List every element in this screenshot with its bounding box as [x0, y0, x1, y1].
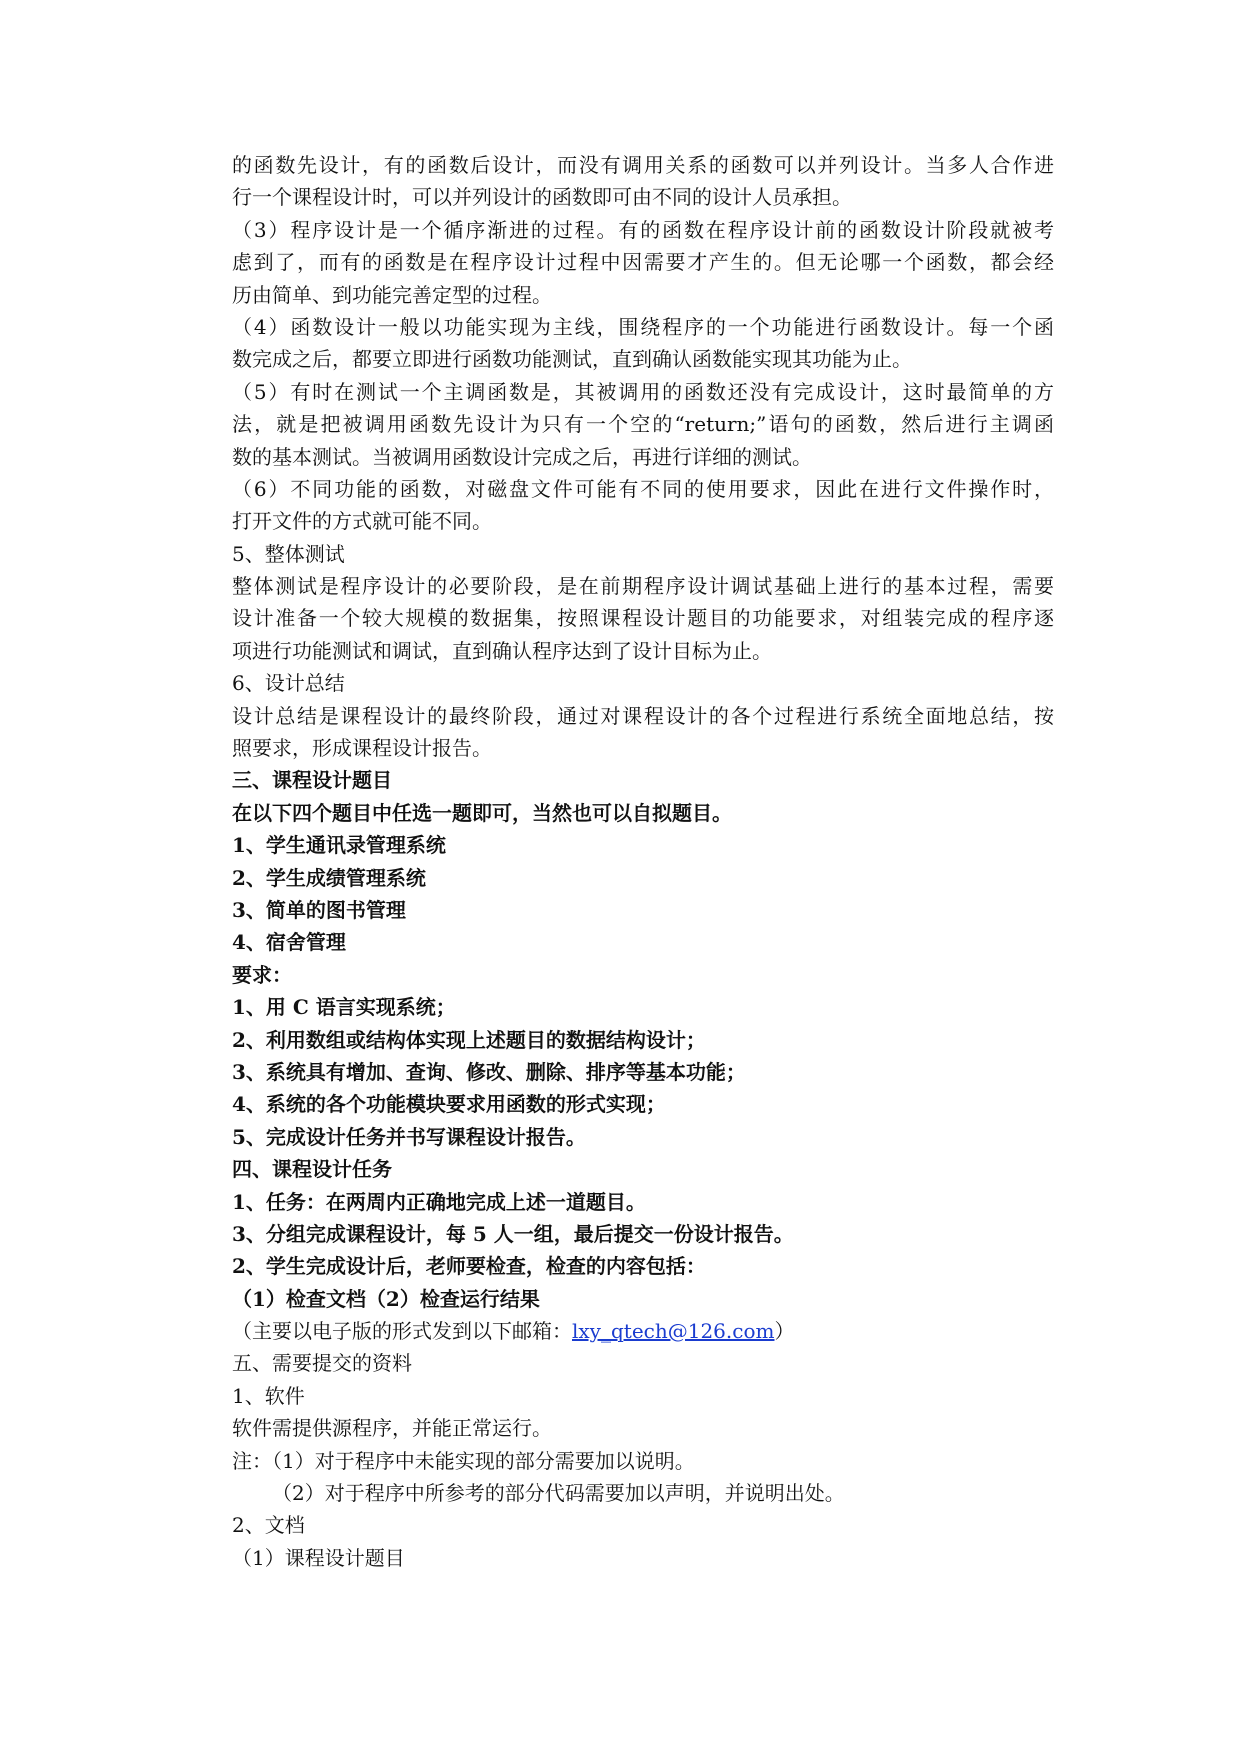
topic-item: 1、学生通讯录管理系统: [232, 833, 446, 858]
paragraph-line: 设计准备一个较大规模的数据集，按照课程设计题目的功能要求，对组装完成的程序逐: [232, 606, 1054, 631]
paragraph-line: （3）程序设计是一个循序渐进的过程。有的函数在程序设计前的函数设计阶段就被考: [232, 217, 1054, 242]
email-prefix: （主要以电子版的形式发到以下邮箱：: [232, 1319, 572, 1344]
paragraph-line: 数完成之后，都要立即进行函数功能测试，直到确认函数能实现其功能为止。: [232, 347, 912, 372]
paragraph-line: 历由简单、到功能完善定型的过程。: [232, 282, 552, 307]
document-body: [232, 149, 1054, 1574]
document-heading: 2、文档: [232, 1513, 305, 1538]
topics-intro: 在以下四个题目中任选一题即可，当然也可以自拟题目。: [232, 800, 732, 825]
note-line: 注：（1）对于程序中未能实现的部分需要加以说明。: [232, 1448, 695, 1473]
paragraph-line: （4）函数设计一般以功能实现为主线，围绕程序的一个功能进行函数设计。每一个函: [232, 314, 1054, 339]
topic-item: 3、简单的图书管理: [232, 897, 406, 922]
email-link[interactable]: lxy_qtech@126.com: [572, 1319, 775, 1344]
requirement-item: 5、完成设计任务并书写课程设计报告。: [232, 1124, 586, 1149]
topic-item: 4、宿舍管理: [232, 930, 346, 955]
requirements-heading: 要求：: [232, 962, 292, 987]
requirement-item: 2、利用数组或结构体实现上述题目的数据结构设计；: [232, 1027, 706, 1052]
task-item: 1、任务：在两周内正确地完成上述一道题目。: [232, 1189, 646, 1214]
paragraph-line: 的函数先设计，有的函数后设计，而没有调用关系的函数可以并列设计。当多人合作进: [232, 153, 1054, 177]
paragraph-line: 整体测试是程序设计的必要阶段，是在前期程序设计调试基础上进行的基本过程，需要: [232, 574, 1054, 599]
task-item: 2、学生完成设计后，老师要检查，检查的内容包括：: [232, 1254, 706, 1279]
document-item: （1）课程设计题目: [232, 1545, 405, 1570]
requirement-item: 3、系统具有增加、查询、修改、删除、排序等基本功能；: [232, 1059, 746, 1084]
section-heading-submission: 五、需要提交的资料: [232, 1351, 412, 1376]
email-suffix: ）: [774, 1319, 795, 1344]
note-line: （2）对于程序中所参考的部分代码需要加以声明，并说明出处。: [272, 1481, 845, 1506]
requirement-item: 4、系统的各个功能模块要求用函数的形式实现；: [232, 1092, 666, 1117]
paragraph-line: 项进行功能测试和调试，直到确认程序达到了设计目标为止。: [232, 638, 772, 663]
paragraph-line: （5）有时在测试一个主调函数是，其被调用的函数还没有完成设计，这时最简单的方: [232, 379, 1054, 404]
paragraph-line: 数的基本测试。当被调用函数设计完成之后，再进行详细的测试。: [232, 444, 812, 469]
paragraph-line: 照要求，形成课程设计报告。: [232, 736, 492, 761]
software-heading: 1、软件: [232, 1383, 305, 1408]
section-heading-tasks: 四、课程设计任务: [232, 1157, 392, 1182]
section-heading-topics: 三、课程设计题目: [232, 768, 392, 793]
email-line: [232, 1315, 1054, 1347]
paragraph-line: （6）不同功能的函数，对磁盘文件可能有不同的使用要求，因此在进行文件操作时，: [232, 476, 1054, 501]
paragraph-line: 法，就是把被调用函数先设计为只有一个空的“return;”语句的函数，然后进行主调函: [232, 412, 1054, 437]
paragraph-line: 打开文件的方式就可能不同。: [232, 509, 492, 534]
topic-item: 2、学生成绩管理系统: [232, 865, 426, 890]
requirement-item: 1、用 C 语言实现系统；: [232, 995, 456, 1020]
paragraph-line: 虑到了，而有的函数是在程序设计过程中因需要才产生的。但无论哪一个函数，都会经: [232, 250, 1054, 275]
paragraph-line: 行一个课程设计时，可以并列设计的函数即可由不同的设计人员承担。: [232, 185, 852, 210]
paragraph-line: 设计总结是课程设计的最终阶段，通过对课程设计的各个过程进行系统全面地总结，按: [232, 703, 1054, 728]
task-item: 3、分组完成课程设计，每 5 人一组，最后提交一份设计报告。: [232, 1221, 794, 1246]
task-item: （1）检查文档（2）检查运行结果: [232, 1286, 540, 1311]
section-heading-overall-testing: 5、整体测试: [232, 541, 345, 566]
section-heading-design-summary: 6、设计总结: [232, 671, 345, 696]
software-text: 软件需提供源程序，并能正常运行。: [232, 1416, 552, 1441]
